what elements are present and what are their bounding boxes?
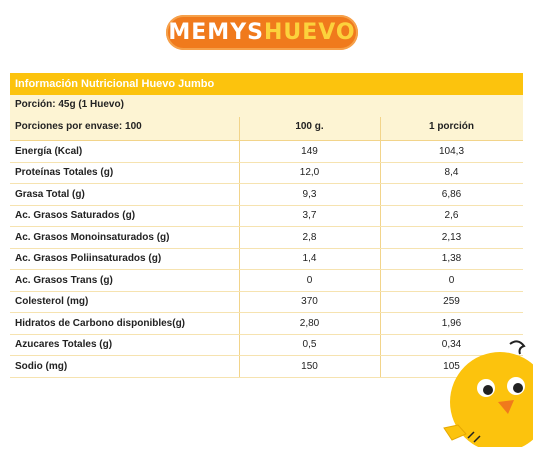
logo-text-huevo: HUEVO (263, 19, 356, 45)
column-divider (239, 335, 240, 356)
column-divider (380, 141, 381, 162)
value-portion: 8,4 (444, 167, 459, 179)
logo-text-memys: MEMYS (168, 19, 264, 45)
column-divider (239, 117, 240, 140)
column-divider (239, 292, 240, 313)
column-divider (239, 163, 240, 184)
value-100g: 3,7 (302, 210, 317, 222)
column-divider (239, 249, 240, 270)
table-row (10, 227, 523, 249)
column-divider (380, 356, 381, 377)
column-divider (380, 184, 381, 205)
column-divider (239, 313, 240, 334)
table-row (10, 270, 523, 292)
nutrient-label: Ac. Grasos Trans (g) (15, 274, 113, 286)
chick-icon (438, 330, 533, 447)
value-portion: 6,86 (441, 188, 462, 200)
value-100g: 12,0 (299, 167, 320, 179)
servings-per-container: Porciones por envase: 100 (15, 121, 142, 132)
value-portion: 2,6 (444, 210, 459, 222)
nutrient-label: Hidratos de Carbono disponibles(g) (15, 317, 186, 329)
value-portion: 2,13 (441, 231, 462, 243)
nutrient-label: Colesterol (mg) (15, 296, 89, 308)
column-divider (380, 292, 381, 313)
portion-header (10, 95, 523, 141)
table-row (10, 141, 523, 163)
value-portion: 0 (448, 274, 455, 286)
column-divider (239, 141, 240, 162)
value-100g: 370 (301, 296, 318, 308)
column-divider (239, 270, 240, 291)
column-divider (380, 335, 381, 356)
value-portion: 259 (443, 296, 460, 308)
column-divider (380, 227, 381, 248)
nutrient-label: Ac. Grasos Saturados (g) (15, 210, 136, 222)
nutrient-label: Proteínas Totales (g) (15, 167, 114, 179)
value-100g: 149 (301, 145, 318, 157)
column-divider (380, 249, 381, 270)
value-100g: 2,80 (299, 317, 320, 329)
value-100g: 9,3 (302, 188, 317, 200)
table-row (10, 184, 523, 206)
column-divider (380, 163, 381, 184)
value-portion: 105 (443, 360, 460, 372)
value-portion: 1,96 (441, 317, 462, 329)
column-divider (380, 206, 381, 227)
nutrient-label: Grasa Total (g) (15, 188, 85, 200)
column-header-portion: 1 porción (428, 121, 474, 132)
nutrient-label: Ac. Grasos Monoinsaturados (g) (15, 231, 170, 243)
value-portion: 104,3 (438, 145, 465, 157)
column-divider (380, 313, 381, 334)
nutrient-label: Ac. Grasos Poliinsaturados (g) (15, 253, 162, 265)
column-divider (380, 117, 381, 140)
value-100g: 2,8 (302, 231, 317, 243)
column-divider (239, 356, 240, 377)
value-100g: 150 (301, 360, 318, 372)
nutrient-label: Azucares Totales (g) (15, 339, 113, 351)
table-row (10, 163, 523, 185)
table-title: Información Nutricional Huevo Jumbo (10, 73, 523, 95)
table-row (10, 206, 523, 228)
portion-size: Porción: 45g (1 Huevo) (15, 99, 124, 110)
column-divider (239, 184, 240, 205)
column-divider (239, 206, 240, 227)
nutrient-label: Energía (Kcal) (15, 145, 83, 157)
nutrient-label: Sodio (mg) (15, 360, 68, 372)
table-row (10, 249, 523, 271)
value-portion: 1,38 (441, 253, 462, 265)
value-100g: 1,4 (302, 253, 317, 265)
value-100g: 0 (306, 274, 313, 286)
value-100g: 0,5 (302, 339, 317, 351)
value-portion: 0,34 (441, 339, 462, 351)
column-header-100g: 100 g. (295, 121, 324, 132)
table-row (10, 292, 523, 314)
column-divider (239, 227, 240, 248)
brand-logo (166, 15, 358, 50)
column-divider (380, 270, 381, 291)
